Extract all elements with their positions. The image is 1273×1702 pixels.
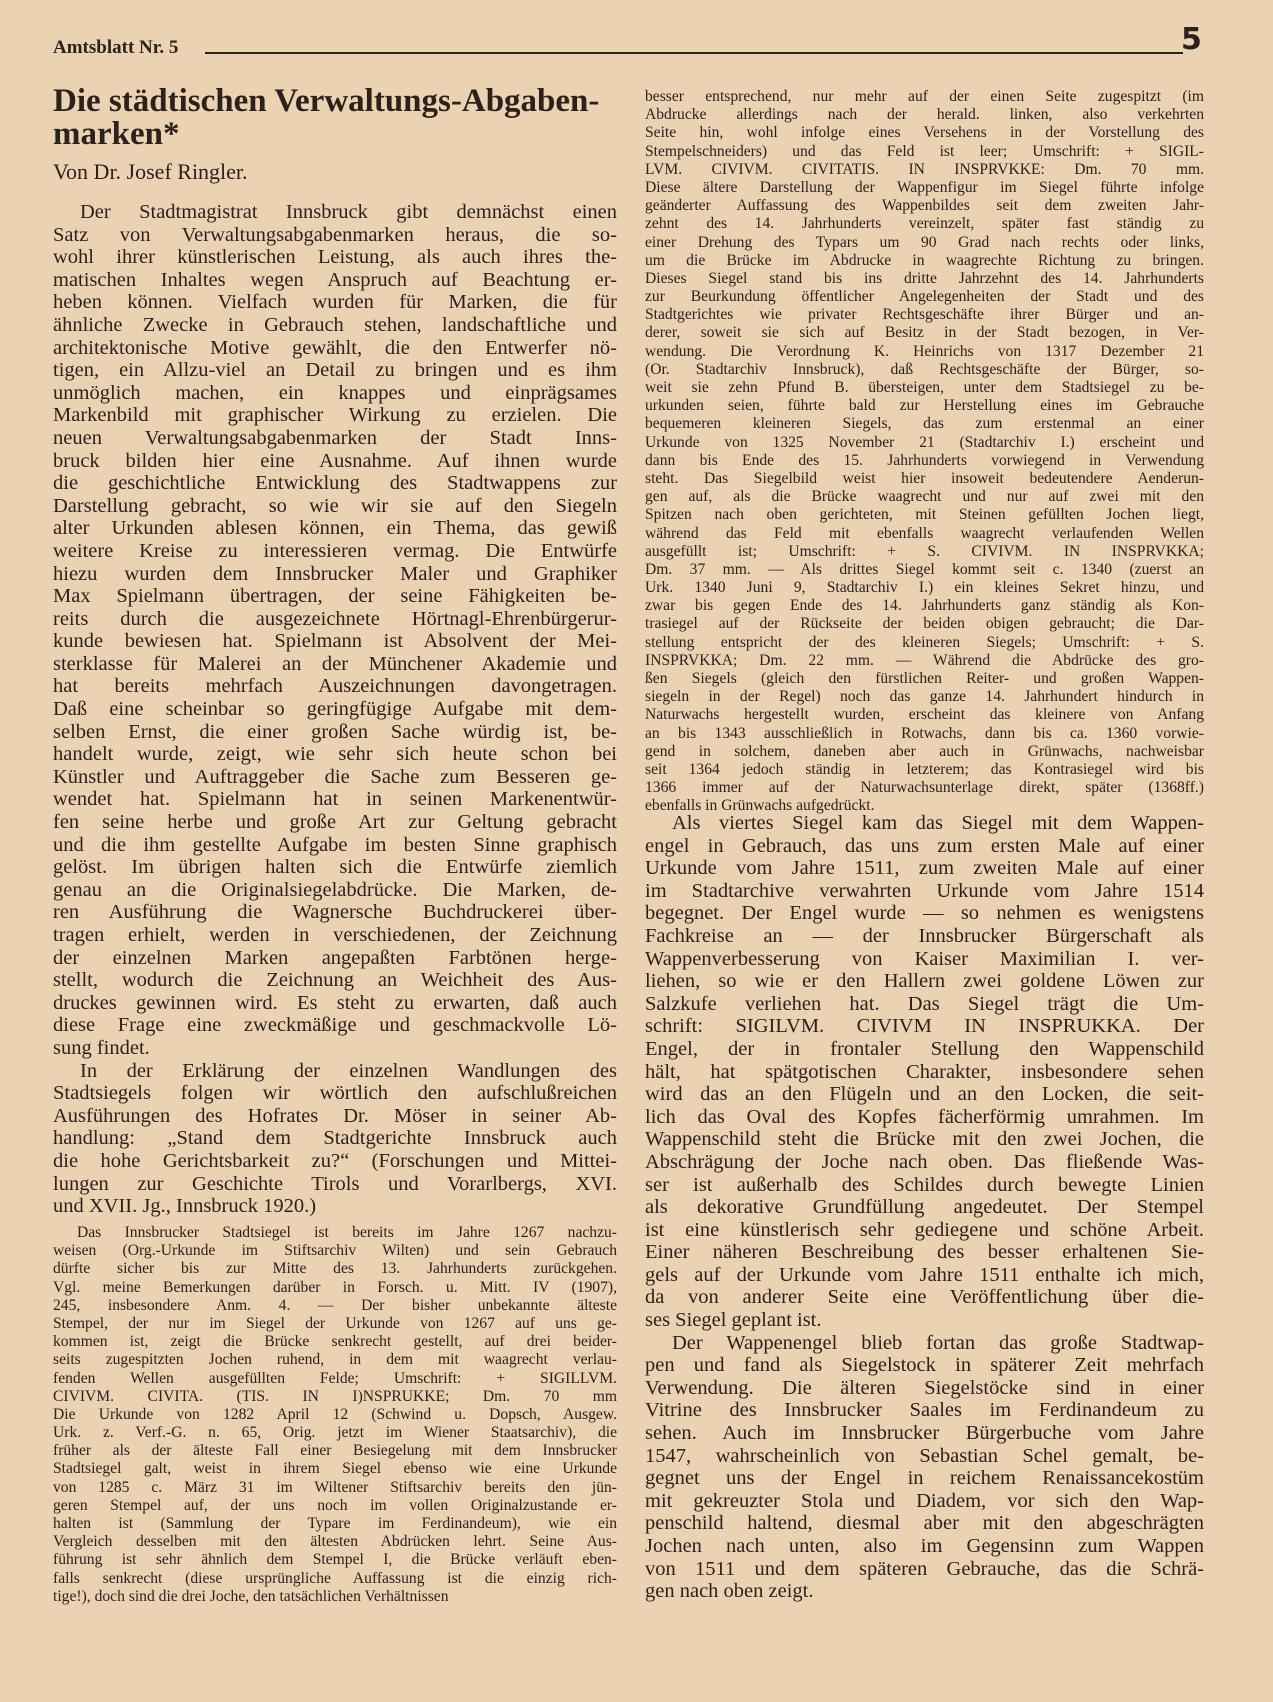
footnote-line: stellung entspricht der des kleineren Siegels; Umschrift: + S. (645, 633, 1204, 651)
text-line: Salzkufe verliehen hat. Das Siegel trägt die Um- (645, 992, 1204, 1015)
text-line: Einer näheren Beschreibung des besser erhaltenen Sie- (645, 1241, 1204, 1264)
text-line: matischen Inhaltes wegen Anspruch auf Beachtung er- (53, 268, 617, 291)
text-line: Fachkreise an — der Innsbrucker Bürgerschaft als (645, 924, 1204, 947)
article-title-line: Die städtischen Verwaltungs-Abgaben- (53, 83, 600, 119)
text-line: liehen, so wie er den Hallern zwei goldene Löwen zur (645, 970, 1204, 993)
text-line: die geschichtliche Entwicklung des Stadtwappens zur (53, 472, 617, 495)
text-line: die hohe Gerichtsbarkeit zu?“ (Forschungen und Mittei- (53, 1149, 617, 1172)
article-byline: Von Dr. Josef Ringler. (53, 159, 248, 184)
footnote-line: um die Brücke im Abdrucke in waagrechte Richtung zu bringen. (645, 251, 1204, 269)
footnote-line: trasiegel auf der Rückseite der beiden obigen gebraucht; die Dar- (645, 615, 1204, 633)
footnote-line: (Or. Stadtarchiv Innsbruck), daß Rechtsgeschäfte der Bürger, so- (645, 360, 1204, 378)
footnote-line: früher als der älteste Fall einer Besiegelung mit dem Innsbrucker (53, 1442, 617, 1460)
text-line: hat bereits mehrfach Auszeichnungen davongetragen. (53, 675, 617, 698)
text-line: genau an die Originalsiegelabdrücke. Die Marken, de- (53, 878, 617, 901)
text-line: Darstellung gebracht, so wie wir sie auf den Siegeln (53, 494, 617, 517)
footnote-line: siegeln in der Regel) noch das ganze 14. Jahrhundert hindurch in (645, 688, 1204, 706)
footnote-line: zehnt des 14. Jahrhunderts vereinzelt, später fast ständig zu (645, 215, 1204, 233)
footnote-line: Vgl. meine Bemerkungen darüber in Forsch. u. Mitt. IV (1907), (53, 1278, 617, 1296)
footnote-line: CIVIVM. CIVITA. (TIS. IN I)NSPRUKKE; Dm. 70 mm (53, 1387, 617, 1405)
text-line: gelöst. Im übrigen halten sich die Entwürfe ziemlich (53, 856, 617, 879)
left-column-footnote (53, 1224, 617, 1606)
text-line: Daß eine scheinbar so geringfügige Aufgabe mit dem- (53, 698, 617, 721)
footnote-line: dann bis Ende des 15. Jahrhunderts vorwiegend in Verwendung (645, 451, 1204, 469)
footnote-line: Die Urkunde von 1282 April 12 (Schwind u. Dopsch, Ausgew. (53, 1405, 617, 1423)
text-line: begegnet. Der Engel wurde — so nehmen es wenigstens (645, 902, 1204, 925)
footnote-line: 1366 immer auf der Naturwachsunterlage direkt, später (1368ff.) (645, 779, 1204, 797)
footnote-line: zur Beurkundung öffentlicher Angelegenheiten der Stadt und des (645, 288, 1204, 306)
text-line: der einzelnen Marken angepaßten Farbtönen herge- (53, 946, 617, 969)
text-line: Stadtsiegels folgen wir wörtlich den aufschlußreichen (53, 1082, 617, 1105)
text-line: und XVII. Jg., Innsbruck 1920.) (53, 1195, 317, 1218)
text-line: ser ist außerhalb des Schildes durch bewegte Linien (645, 1173, 1204, 1196)
text-line: hiezu wurden dem Innsbrucker Maler und Graphiker (53, 562, 617, 585)
text-line: hält, hat spätgotischen Charakter, insbesondere sehen (645, 1060, 1204, 1083)
text-line: 1547, wahrscheinlich von Sebastian Schel gemalt, be- (645, 1444, 1204, 1467)
footnote-line: wendung. Die Verordnung K. Heinrichs von 1317 Dezember 21 (645, 342, 1204, 360)
article-title (53, 85, 618, 151)
footnote-line: urkunden seien, führte bald zur Herstellung eines im Gebrauche (645, 397, 1204, 415)
footnote-line: während das Feld mit ebenfalls waagrecht verlaufenden Wellen (645, 524, 1204, 542)
left-column-body (53, 201, 617, 1218)
footnote-line: seits zugespitzten Jochen ruhend, in dem mit waagrecht verlau- (53, 1351, 617, 1369)
text-line: handelt wurde, zeigt, wie sehr sich heute schon bei (53, 743, 617, 766)
text-line: heben können. Vielfach wurden für Marken, die für (53, 291, 617, 314)
text-line: engel in Gebrauch, das uns zum ersten Male auf einer (645, 834, 1204, 857)
text-line: schrift: SIGILVM. CIVIVM IN INSPRUKKA. Der (645, 1015, 1204, 1038)
running-header-title: Amtsblatt Nr. 5 (53, 37, 179, 58)
text-line: Satz von Verwaltungsabgabenmarken heraus, die so- (53, 223, 617, 246)
footnote-line: LVM. CIVIVM. CIVITATIS. IN INSPRVKKE: Dm. 70 mm. (645, 160, 1204, 178)
text-line: wohl ihrer künstlerischen Leistung, als auch ihres the- (53, 246, 617, 269)
footnote-line: falls senkrecht (diese ursprüngliche Auffassung ist die einzig rich- (53, 1569, 617, 1587)
footnote-line: gen auf, als die Brücke waagrecht und nur auf zwei mit den (645, 488, 1204, 506)
text-line: Jochen nach unten, also im Gegensinn zum Wappen (645, 1535, 1204, 1557)
text-line: Als viertes Siegel kam das Siegel mit dem Wappen- (672, 812, 1204, 834)
text-line: pen und fand als Siegelstock in späterer Zeit mehrfach (645, 1354, 1204, 1377)
footnote-line: zwar bis gegen Ende des 14. Jahrhunderts ganz ständig als Kon- (645, 597, 1204, 615)
text-line: Ausführungen des Hofrates Dr. Möser in seiner Ab- (53, 1104, 617, 1127)
footnote-line: Dieses Siegel stand bis ins dritte Jahrzehnt des 14. Jahrhunderts (645, 269, 1204, 287)
text-line: penschild haltend, diesmal aber mit den abgeschrägten (645, 1512, 1204, 1535)
text-line: architektonische Motive gewählt, die den Entwerfer nö- (53, 336, 617, 359)
text-line: In der Erklärung der einzelnen Wandlungen des (80, 1059, 617, 1082)
footnote-line: gend in solchem, daneben aber auch in Grünwachs, nachweisbar (645, 742, 1204, 760)
footnote-line: tige!), doch sind die drei Joche, den tatsächlichen Verhältnissen (53, 1587, 449, 1605)
page-number: 5 (1181, 22, 1202, 57)
text-line: stellt, wodurch die Zeichnung an Weichheit des Aus- (53, 969, 617, 992)
footnote-line: INSPRVKKA; Dm. 22 mm. — Während die Abdrücke des gro- (645, 651, 1204, 669)
footnote-line: weisen (Org.-Urkunde im Stiftsarchiv Wilten) und sein Gebrauch (53, 1242, 617, 1260)
text-line: mit gekreuzter Stola und Diadem, vor sich den Wap- (645, 1489, 1204, 1512)
text-line: Wappenschild steht die Brücke mit den zwei Jochen, die (645, 1128, 1204, 1151)
text-line: Urkunde vom Jahre 1511, zum zweiten Male auf einer (645, 857, 1204, 880)
text-line: kunde bewiesen hat. Spielmann ist Absolvent der Mei- (53, 630, 617, 653)
text-line: Engel, der in frontaler Stellung den Wappenschild (645, 1037, 1204, 1060)
footnote-line: Urk. z. Verf.-G. n. 65, Orig. jetzt im Wiener Staatsarchiv), die (53, 1424, 617, 1442)
footnote-line: ebenfalls in Grünwachs aufgedrückt. (645, 797, 875, 815)
text-line: sterklasse für Malerei an der Münchener Akademie und (53, 652, 617, 675)
footnote-line: geänderter Auffassung des Wappenbildes seit dem zweiten Jahr- (645, 197, 1204, 215)
footnote-line: an bis 1343 ausschließlich in Rotwachs, dann bis ca. 1360 vorwie- (645, 724, 1204, 742)
text-line: von 1511 und dem späteren Gebrauche, das die Schrä- (645, 1557, 1204, 1580)
text-line: wendet hat. Spielmann hat in seinen Markenentwür- (53, 788, 617, 811)
paragraph (645, 1332, 1204, 1603)
text-line: da von anderer Seite eine Veröffentlichung über die- (645, 1286, 1204, 1309)
footnote-line: Stadtgerichtes wie privater Rechtsgeschäfte ihrer Bürger und an- (645, 306, 1204, 324)
footnote-line: weit sie zehn Pfund B. übersteigen, unter dem Stadtsiegel zu be- (645, 379, 1204, 396)
paragraph (53, 201, 617, 1060)
footnote-line: steht. Das Siegelbild weist hier insoweit bedeutendere Aenderun- (645, 469, 1204, 487)
footnote-line: Seite hin, wohl infolge eines Versehens in der Vorstellung des (645, 124, 1204, 142)
text-line: ses Siegel geplant ist. (645, 1309, 822, 1332)
text-line: druckes gewinnen wird. Es steht zu erwarten, daß auch (53, 991, 617, 1014)
text-line: fen seine herbe und große Art zur Geltung gebracht (53, 811, 617, 834)
article-title-line: marken* (53, 116, 180, 152)
footnote-line: kommen ist, zeigt die Brücke senkrecht gestellt, auf drei beider- (53, 1333, 617, 1351)
text-line: Der Stadtmagistrat Innsbruck gibt demnächst einen (80, 201, 617, 223)
footnote-line: besser entsprechend, nur mehr auf der einen Seite zugespitzt (im (645, 88, 1204, 105)
footnote-line: Urk. 1340 Juni 9, Stadtarchiv I.) ein kleines Sekret hinzu, und (645, 579, 1204, 597)
footnote-line: einer Drehung des Typars um 90 Grad nach rechts oder links, (645, 233, 1204, 251)
text-line: gels auf der Urkunde vom Jahre 1511 enthalte ich mich, (645, 1263, 1204, 1286)
text-line: unmöglich machen, ein knappes und einprägsames (53, 381, 617, 404)
text-line: Max Spielmann übertragen, der seine Fähigkeiten be- (53, 585, 617, 608)
text-line: gegnet uns der Engel in reichem Renaissancekostüm (645, 1467, 1204, 1490)
text-line: sehen. Auch im Innsbrucker Bürgerbuche vom Jahre (645, 1422, 1204, 1445)
text-line: tigen, ein Allzu-viel an Detail zu bringen und es ihm (53, 359, 617, 382)
text-line: weitere Kreise zu interessieren vermag. Die Entwürfe (53, 539, 617, 562)
paragraph (53, 1060, 617, 1218)
footnote-line: Stempelschneiders) und das Feld ist leer; Umschrift: + SIGIL- (645, 142, 1204, 160)
text-line: diese Frage eine zweckmäßige und geschmackvolle Lö- (53, 1014, 617, 1037)
text-line: und die ihm gestellte Aufgabe im besten Sinne graphisch (53, 833, 617, 856)
footnote-line: halten ist (Sammlung der Typare im Ferdinandeum), wie ein (53, 1515, 617, 1532)
footnote-line: ausgefüllt ist; Umschrift: + S. CIVIVM. IN INSPRVKKA; (645, 542, 1204, 560)
text-line: Abschrägung der Joche nach oben. Das fließende Was- (645, 1150, 1204, 1173)
text-line: wird das an den Flügeln und an den Locken, die seit- (645, 1083, 1204, 1106)
footnote-line: Stempel, der nur im Siegel der Urkunde von 1267 auf uns ge- (53, 1314, 617, 1332)
footnote-line: seit 1364 jedoch ständig in letzterem; das Kontrasiegel wird bis (645, 760, 1204, 778)
text-line: alter Urkunden ablesen können, ein Thema, das gewiß (53, 517, 617, 540)
right-column-body (645, 812, 1204, 1603)
footnote-line: Vergleich desselben mit den ältesten Abdrücken lehrt. Seine Aus- (53, 1533, 617, 1551)
text-line: tragen erhielt, werden in verschiedenen, der Zeichnung (53, 924, 617, 946)
text-line: Der Wappenengel blieb fortan das große Stadtwap- (672, 1331, 1204, 1354)
paragraph (645, 812, 1204, 1332)
text-line: Verwendung. Die älteren Siegelstöcke sind in einer (645, 1376, 1204, 1399)
footnote-line: von 1285 c. März 31 im Wiltener Stiftsarchiv bereits den jün- (53, 1478, 617, 1496)
text-line: Markenbild mit graphischer Wirkung zu erzielen. Die (53, 404, 617, 427)
text-line: handlung: „Stand dem Stadtgerichte Innsbruck auch (53, 1127, 617, 1150)
text-line: ist eine künstlerisch sehr gediegene und schöne Arbeit. (645, 1218, 1204, 1241)
text-line: bruck bilden hier eine Ausnahme. Auf ihnen wurde (53, 449, 617, 472)
footnote-line: Dm. 37 mm. — Als drittes Siegel kommt seit c. 1340 (zuerst an (645, 560, 1204, 578)
right-column-footnote (645, 88, 1204, 816)
text-line: ren Ausführung die Wagnersche Buchdruckerei über- (53, 901, 617, 924)
text-line: gen nach oben zeigt. (645, 1580, 814, 1603)
text-line: sung findet. (53, 1036, 150, 1059)
footnote-line: bequemeren kleineren Siegels, das zum erstenmal an einer (645, 415, 1204, 433)
text-line: im Stadtarchive verwahrten Urkunde vom Jahre 1514 (645, 879, 1204, 902)
footnote-line: 245, insbesondere Anm. 4. — Der bisher unbekannte älteste (53, 1296, 617, 1314)
text-line: lungen zur Geschichte Tirols und Vorarlbergs, XVI. (53, 1172, 617, 1195)
text-line: ähnliche Zwecke in Gebrauch stehen, landschaftliche und (53, 313, 617, 336)
text-line: neuen Verwaltungsabgabenmarken der Stadt Inns- (53, 426, 617, 449)
text-line: lich das Oval des Kopfes fächerförmig umrahmen. Im (645, 1105, 1204, 1128)
footnote-line: Das Innsbrucker Stadtsiegel ist bereits im Jahre 1267 nachzu- (77, 1224, 617, 1241)
footnote-line: führung ist sehr ähnlich dem Stempel I, die Brücke verläuft eben- (53, 1551, 617, 1569)
footnote-line: dürfte sicher bis zur Mitte des 13. Jahrhunderts zurückgehen. (53, 1260, 617, 1278)
footnote-line: geren Stempel auf, der uns noch im vollen Originalzustande er- (53, 1496, 617, 1514)
text-line: Wappenverbesserung von Kaiser Maximilian I. ver- (645, 947, 1204, 970)
header-rule (205, 52, 1183, 54)
footnote-line: Diese ältere Darstellung der Wappenfigur im Siegel führte infolge (645, 178, 1204, 196)
footnote-line: Naturwachs hergestellt wurden, erscheint das kleinere von Anfang (645, 706, 1204, 724)
footnote-line: ßen Siegels (gleich den fürstlichen Reiter- und großen Wappen- (645, 670, 1204, 687)
footnote-line: Urkunde von 1325 November 21 (Stadtarchiv I.) erscheint und (645, 433, 1204, 451)
text-line: als dekorative Grundfüllung angedeutet. Der Stempel (645, 1196, 1204, 1219)
footnote-line: Abdrucke allerdings nach der herald. linken, also verkehrten (645, 106, 1204, 124)
footnote-line: Stadtsiegel galt, weist in ihrem Siegel ebenso wie eine Urkunde (53, 1460, 617, 1478)
text-line: reits durch die ausgezeichnete Hörtnagl-Ehrenbürgerur- (53, 607, 617, 630)
text-line: Künstler und Auftraggeber die Sache zum Besseren ge- (53, 765, 617, 788)
footnote-line: derer, soweit sie sich auf Besitz in der Stadt bezogen, in Ver- (645, 324, 1204, 342)
footnote-line: Spitzen nach oben gerichteten, mit Steinen gefüllten Jochen liegt, (645, 506, 1204, 524)
text-line: selben Ernst, die einer großen Sache würdig ist, be- (53, 720, 617, 743)
footnote-line: fenden Wellen ausgefüllten Felde; Umschrift: + SIGILLVM. (53, 1369, 617, 1387)
text-line: Vitrine des Innsbrucker Saales im Ferdinandeum zu (645, 1399, 1204, 1422)
